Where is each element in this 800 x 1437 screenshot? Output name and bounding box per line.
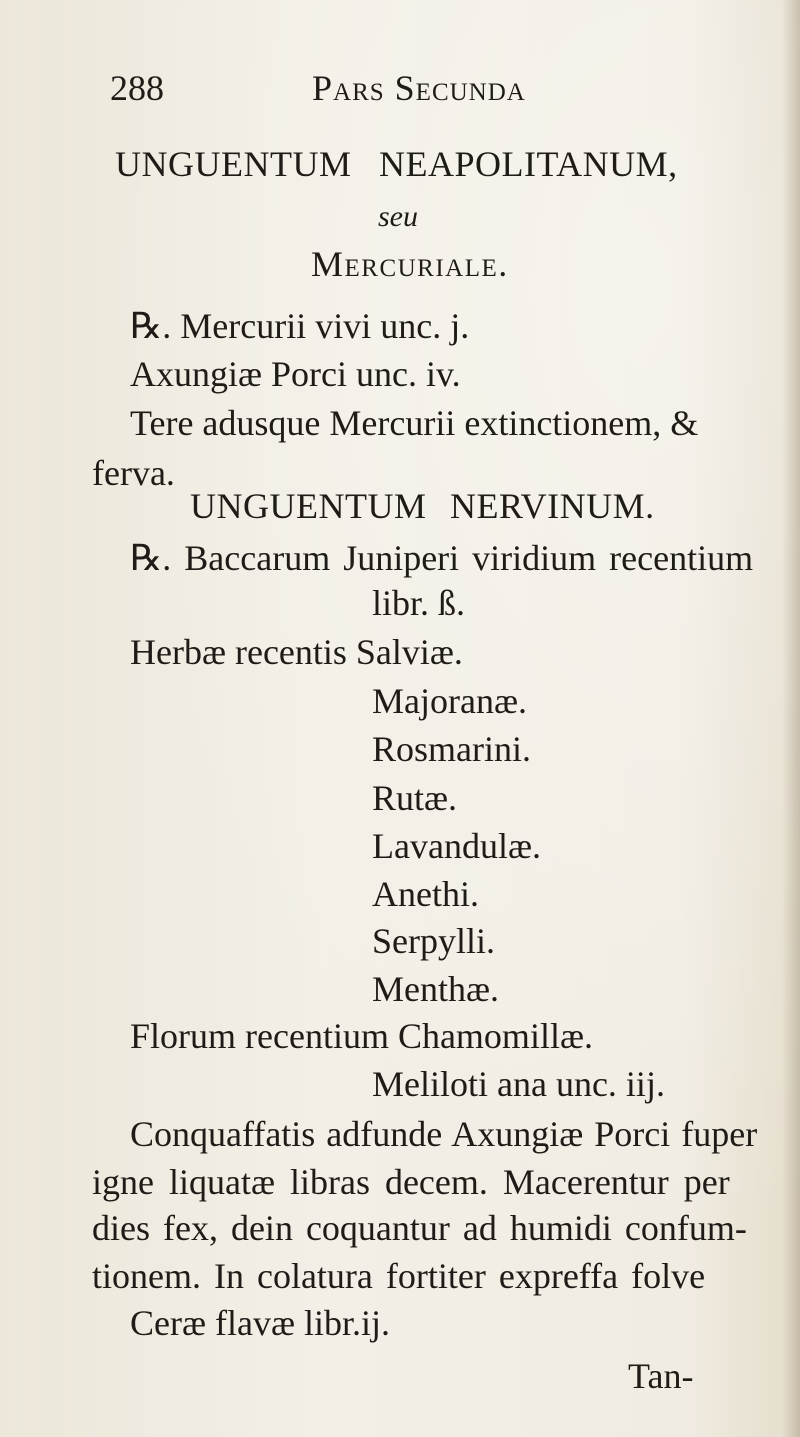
recipe1-line-2: Axungiæ Porci unc. iv.	[130, 354, 461, 394]
running-title: Pars Secunda	[312, 68, 526, 108]
recipe2-line-17: Ceræ flavæ libr.ij.	[130, 1303, 390, 1343]
recipe1-seu: seu	[378, 200, 418, 233]
recipe2-line-6: Rutæ.	[372, 778, 458, 818]
recipe1-line-4: ferva.	[92, 453, 175, 493]
recipe2-line-16: tionem. In colatura fortiter expreffa folve	[92, 1256, 706, 1296]
recipe2-line-7: Lavandulæ.	[372, 826, 541, 866]
recipe2-line-9: Serpylli.	[372, 921, 495, 961]
recipe1-line-3: Tere adusque Mercurii extinctionem, &	[130, 403, 699, 443]
page-number: 288	[110, 68, 164, 108]
recipe2-title: UNGUENTUM NERVINUM.	[190, 486, 655, 526]
recipe2-line-2: libr. ß.	[372, 583, 466, 623]
recipe2-line-14: igne liquatæ libras decem. Macerentur per	[92, 1162, 730, 1202]
recipe2-line-8: Anethi.	[372, 874, 479, 914]
recipe2-line-12: Meliloti ana unc. iij.	[372, 1064, 665, 1104]
recipe2-line-15: dies fex, dein coquantur ad humidi confum-	[92, 1208, 747, 1248]
recipe2-line-11: Florum recentium Chamomillæ.	[130, 1016, 593, 1056]
recipe2-line-1: ℞. Baccarum Juniperi viridium recentium	[130, 538, 754, 578]
recipe1-subtitle: Mercuriale.	[311, 244, 509, 284]
recipe1-title: UNGUENTUM NEAPOLITANUM,	[115, 144, 678, 184]
page-edge-shadow	[782, 0, 800, 1437]
recipe2-line-3: Herbæ recentis Salviæ.	[130, 632, 463, 672]
recipe2-line-13: Conquaffatis adfunde Axungiæ Porci fuper	[130, 1114, 758, 1154]
catchword: Tan-	[628, 1356, 694, 1396]
recipe2-line-5: Rosmarini.	[372, 729, 531, 769]
recipe1-line-1: ℞. Mercurii vivi unc. j.	[130, 306, 470, 346]
recipe2-line-10: Menthæ.	[372, 969, 500, 1009]
recipe2-line-4: Majoranæ.	[372, 681, 527, 721]
